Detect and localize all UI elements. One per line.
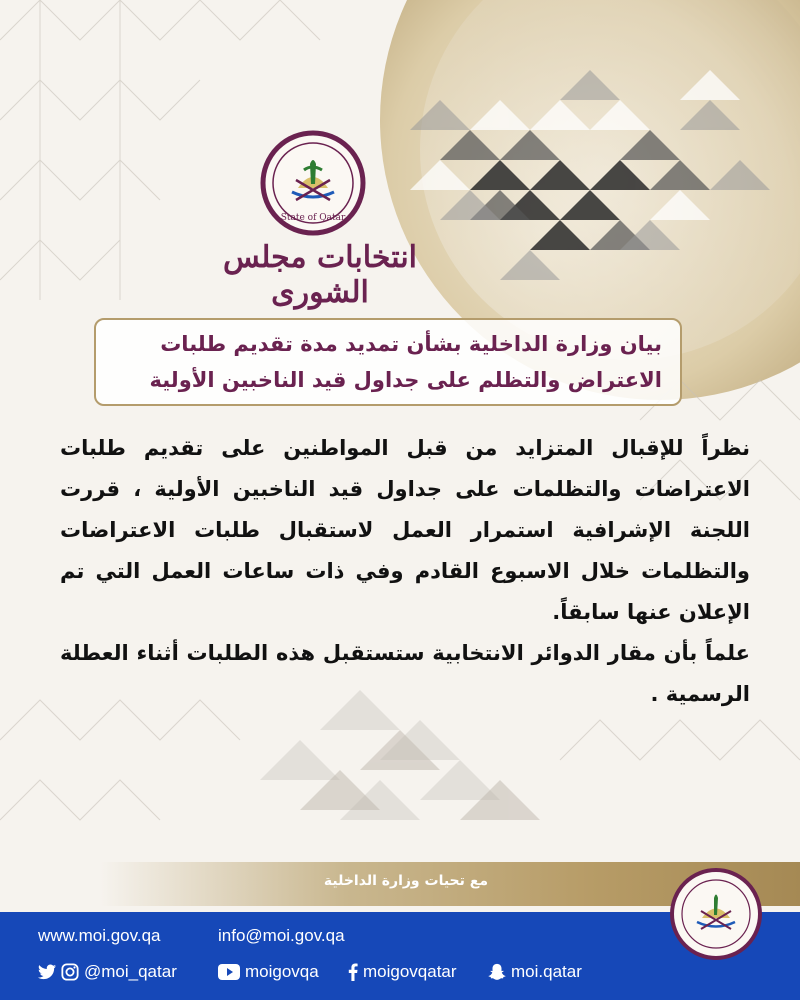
email-link[interactable]: info@moi.gov.qa bbox=[218, 926, 345, 945]
twitter-icon bbox=[38, 964, 56, 980]
state-of-qatar-emblem bbox=[258, 128, 368, 238]
emblem-label: State of Qatar bbox=[280, 213, 346, 223]
headline-line-2: الاعتراض والتظلم على جداول قيد الناخبين الأولية bbox=[149, 368, 662, 392]
facebook-icon bbox=[348, 963, 358, 981]
snapchat-icon bbox=[488, 963, 506, 981]
footer-snapchat[interactable] bbox=[488, 962, 582, 982]
twitter-instagram-handle[interactable]: @moi_qatar bbox=[84, 962, 177, 981]
footer-youtube[interactable] bbox=[218, 962, 319, 982]
headline-line-1: بيان وزارة الداخلية بشأن تمديد مدة تقديم طلبات bbox=[160, 332, 662, 356]
footer-website[interactable] bbox=[38, 926, 161, 946]
shura-elections-title: انتخابات مجلس الشورى bbox=[222, 240, 418, 310]
snapchat-handle[interactable]: moi.qatar bbox=[511, 962, 582, 981]
instagram-icon bbox=[61, 963, 79, 981]
regards-text: مع تحيات وزارة الداخلية bbox=[323, 873, 488, 889]
website-link[interactable]: www.moi.gov.qa bbox=[38, 926, 161, 945]
body-paragraph-2: علماً بأن مقار الدوائر الانتخابية ستستقبل هذه الطلبات أثناء العطلة الرسمية . bbox=[60, 641, 750, 706]
footer-facebook[interactable] bbox=[348, 962, 457, 982]
body-paragraph-1: نظراً للإقبال المتزايد من قبل المواطنين على تقديم طلبات الاعتراضات والتظلمات على جداول قيد الناخبين الأولية ، قررت اللجنة الإشرافية استمرار العمل لاستقبال طلبات الاعتراضات والتظلمات خلال الاسبوع القادم وفي ذات ساعات العمل التي تم الإعلان عنها سابقاً. bbox=[60, 436, 750, 624]
footer-email[interactable] bbox=[218, 926, 345, 946]
facebook-handle[interactable]: moigovqatar bbox=[363, 962, 457, 981]
headline-box bbox=[94, 318, 682, 406]
statement-body bbox=[60, 428, 750, 715]
youtube-icon bbox=[218, 964, 240, 980]
footer-twitter-instagram[interactable] bbox=[38, 962, 177, 982]
state-of-qatar-emblem-small bbox=[668, 866, 764, 962]
youtube-handle[interactable]: moigovqa bbox=[245, 962, 319, 981]
